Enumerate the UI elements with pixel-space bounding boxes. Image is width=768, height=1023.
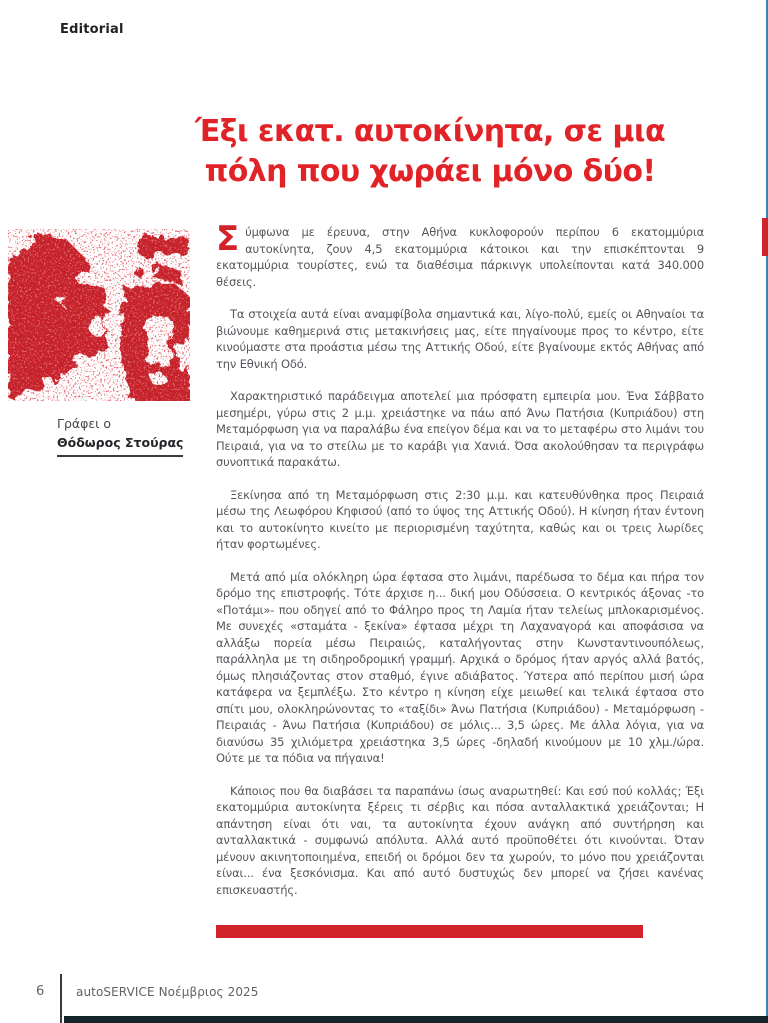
paragraph: Μετά από μία ολόκληρη ώρα έφτασα στο λιμάνι, παρέδωσα το δέμα και πήρα τον δρόμο της επιστροφής. Τότε άρχισε η... δική μου Οδύσσεια. Ο κεντρικός άξονας -το «Ποτάμι»- που οδηγεί από το Φάληρο προς τη Λαμία ήταν τελείως μπλοκαρισμένος. Με συνεχές «σταμάτα - ξεκίνα» έφτασα μέχρι τη Λαχαναγορά και αποφάσισα να αλλάξω πορεία μέσω Πειραιώς, καταλήγοντας στην Κωνσταντινουπόλεως, παράλληλα με τη σιδηροδρομική γραμμή. Αρχικά ο δρόμος ήταν αργός αλλά βατός, όμως πλησιάζοντας στον σταθμό, έγινε αδιάβατος. Ύστερα από περίπου μισή ώρα κατάφερα να ξεμπλέξω. Στο κέντρο η κίνηση είχε μειωθεί και τελικά έφτασα στο σπίτι μου, ολοκληρώνοντας το «ταξίδι» Άνω Πατήσια (Κυπριάδου) - Μεταμόρφωση - Πειραιάς - Άνω Πατήσια (Κυπριάδου) σε μόλις... 3,5 ώρες. Με άλλα λόγια, για να διανύσω 35 χιλιόμετρα χρειάστηκα 3,5 ώρες -δηλαδή κινούμουν με 10 χλμ./ώρα. Ούτε με τα πόδια να πήγαινα! <box>216 569 704 765</box>
paragraph: Ξεκίνησα από τη Μεταμόρφωση στις 2:30 μ.μ. και κατευθύνθηκα προς Πειραιά μέσω της Λεωφόρου Κηφισού (από το ύψος της Αττικής Οδού). Η κίνηση ήταν έντονη και το αυτοκίνητο κινείτο με περιορισμένη ταχύτητα, καθώς και οι τρεις λωρίδες ήταν φορτωμένες. <box>216 487 704 551</box>
drop-cap: Σ <box>216 219 240 259</box>
paragraph-lead <box>216 219 704 290</box>
halftone-grain <box>8 229 190 401</box>
halftone-photo <box>8 229 190 401</box>
paragraph: Τα στοιχεία αυτά είναι αναμφίβολα σημαντικά και, λίγο-πολύ, εμείς οι Αθηναίοι τα βιώνουμε καθημερινά στις μετακινήσεις μας, είτε πηγαίνουμε προς το κέντρο, είτε κινούμαστε στα προάστια μέσω της Αττικής Οδού, είτε βγαίνουμε εκτός Αθήνας από την Εθνική Οδό. <box>216 307 704 371</box>
article-title <box>150 112 710 192</box>
article-body <box>216 219 704 914</box>
halftone-photo-graphic <box>8 229 190 401</box>
article-title-line2: πόλη που χωράει μόνο δύο! <box>204 154 656 189</box>
page-edge-red-tab <box>762 218 768 256</box>
bottom-edge-bar <box>64 1016 768 1023</box>
byline-prefix: Γράφει ο <box>57 416 111 431</box>
paragraph: Κάποιος που θα διαβάσει τα παραπάνω ίσως αναρωτηθεί: Και εσύ πού κολλάς; Έξι εκατομμύρια αυτοκίνητα ξέρεις τι σέρβις και πόσα ανταλλακτικά χρειάζονται; Η απάντηση είναι ότι ναι, τα αυτοκίνητα έχουν ανάγκη από συντήρηση και ανταλλακτικά - συμφωνώ απόλυτα. Αλλά αυτό προϋποθέτει ότι κινούνται. Όταν μένουν ακινητοποιημένα, επειδή οι δρόμοι δεν τα χωρούν, το μόνο που χρειάζονται είναι... ένα ξεσκόνισμα. Και από αυτό δυστυχώς δεν μπορεί να ζήσει κανένας επισκευαστής. <box>216 783 704 897</box>
paragraph-lead-text: ύμφωνα με έρευνα, στην Αθήνα κυκλοφορούν περίπου 6 εκατομμύρια αυτοκίνητα, ζουν 4,5 εκατομμύρια κάτοικοι και την επισκέπτονται 9 εκατομμύρια τουρίστες, ενώ τα διαθέσιμα πάρκινγκ υπολείπονται κατά 340.000 θέσεις. <box>216 225 704 289</box>
byline <box>57 416 183 457</box>
byline-author: Θόδωρος Στούρας <box>57 435 183 457</box>
magazine-name-date: autoSERVICE Νοέμβριος 2025 <box>76 985 259 999</box>
red-divider-bar <box>216 925 643 938</box>
footer-divider-line <box>60 974 62 1023</box>
section-label: Editorial <box>60 22 124 37</box>
paragraph: Χαρακτηριστικό παράδειγμα αποτελεί μια πρόσφατη εμπειρία μου. Ένα Σάββατο μεσημέρι, γύρω στις 2 μ.μ. χρειάστηκε να πάω από Άνω Πατήσια (Κυπριάδου) στη Μεταμόρφωση για να παραλάβω ένα επείγον δέμα και να το μεταφέρω στο λιμάνι του Πειραιά, για να το στείλω με το καράβι για Χανιά. Όσα ακολούθησαν τα περιγράφω συνοπτικά παρακάτω. <box>216 389 704 469</box>
page-number: 6 <box>36 984 45 999</box>
article-title-line1: Έξι εκατ. αυτοκίνητα, σε μια <box>195 114 665 149</box>
